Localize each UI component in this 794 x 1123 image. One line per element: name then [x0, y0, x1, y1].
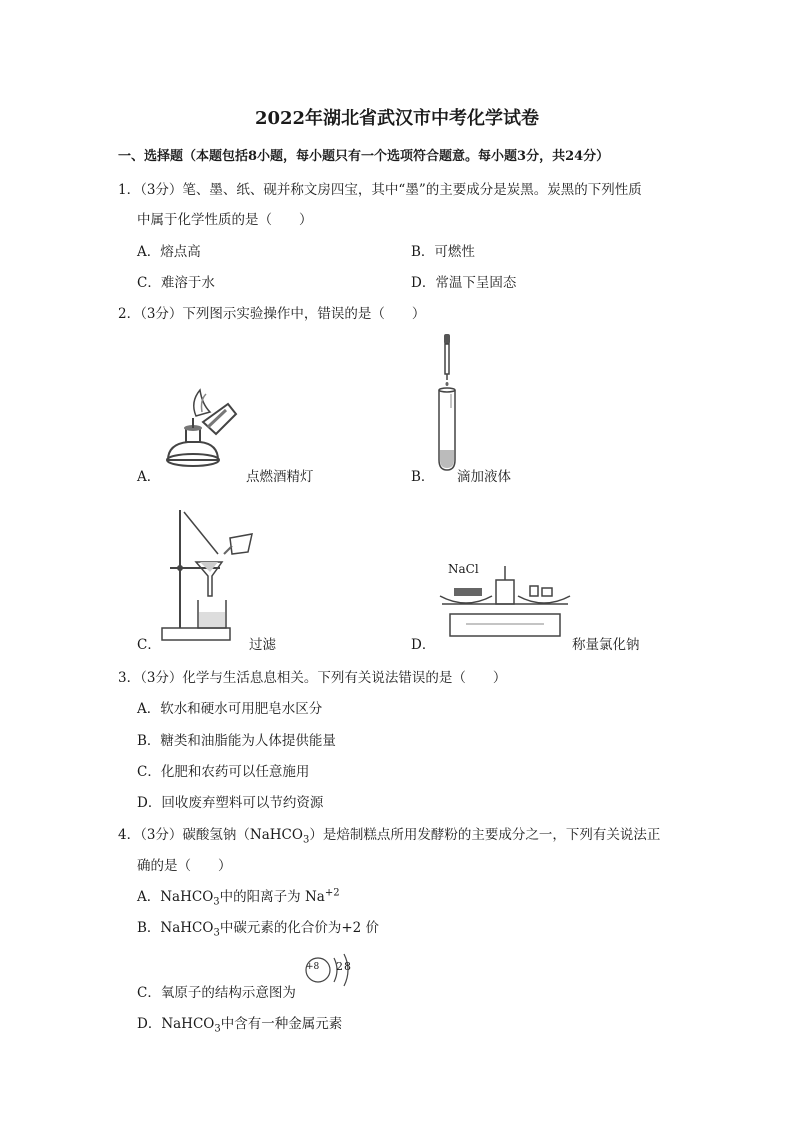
q2-c-caption: 过滤 [249, 637, 276, 653]
q1-stem-line2: 中属于化学性质的是（ ） [137, 212, 313, 228]
figure-dropper-test-tube [432, 332, 462, 474]
q3-option-b: B．糖类和油脂能为人体提供能量 [137, 733, 336, 749]
q2-a-label: A． [137, 469, 161, 485]
q2-d-label: D． [411, 637, 436, 653]
q2-c-label: C． [137, 637, 161, 653]
q3-option-d: D．回收废弃塑料可以节约资源 [137, 795, 324, 811]
oxygen-shell2-electrons: 8 [344, 960, 351, 973]
q2-b-caption: 滴加液体 [457, 469, 511, 485]
q3-option-a: A．软水和硬水可用肥皂水区分 [137, 701, 323, 717]
figure-light-alcohol-lamp [158, 382, 248, 472]
q4-option-b: B．NaHCO$_3$中碳元素的化合价为+2 价 [137, 920, 380, 939]
q1-option-d: D．常温下呈固态 [411, 275, 517, 291]
oxygen-nucleus-charge: +8 [306, 962, 320, 972]
q1-option-b: B．可燃性 [411, 244, 475, 260]
paper-title: 2022年湖北省武汉市中考化学试卷 [254, 108, 540, 129]
q2-d-caption: 称量氯化钠 [572, 637, 640, 653]
q3-option-c: C．化肥和农药可以任意施用 [137, 764, 310, 780]
q4-stem-line1: 4．（3分）碳酸氢钠（NaHCO$_3$）是焙制糕点所用发酵粉的主要成分之一，下列有关说法正 [118, 827, 661, 846]
section-header: 一、选择题（本题包括8小题，每小题只有一个选项符合题意。每小题3分，共24分） [118, 149, 610, 164]
q4-option-d: D．NaHCO$_3$中含有一种金属元素 [137, 1016, 343, 1035]
figure-filtration [160, 504, 255, 644]
q4-option-c: C．氧原子的结构示意图为 [137, 985, 296, 1001]
q4-option-a: A．NaHCO$_3$中的阳离子为 $Na^{+2}$ [137, 887, 340, 908]
oxygen-atom-structure-diagram [302, 952, 356, 994]
q2-a-caption: 点燃酒精灯 [246, 469, 314, 485]
oxygen-shell1-electrons: 2 [336, 960, 343, 973]
nacl-label: NaCl [448, 562, 479, 576]
q2-b-label: B． [411, 469, 435, 485]
q2-stem: 2．（3分）下列图示实验操作中，错误的是（ ） [118, 306, 426, 322]
q1-option-a: A．熔点高 [137, 244, 201, 260]
q1-stem-line1: 1．（3分）笔、墨、纸、砚并称文房四宝，其中“墨”的主要成分是炭黑。炭黑的下列性质 [118, 182, 642, 198]
q4-stem-line2: 确的是（ ） [137, 858, 232, 874]
q3-stem: 3．（3分）化学与生活息息相关。下列有关说法错误的是（ ） [118, 670, 507, 686]
q1-option-c: C．难溶于水 [137, 275, 215, 291]
